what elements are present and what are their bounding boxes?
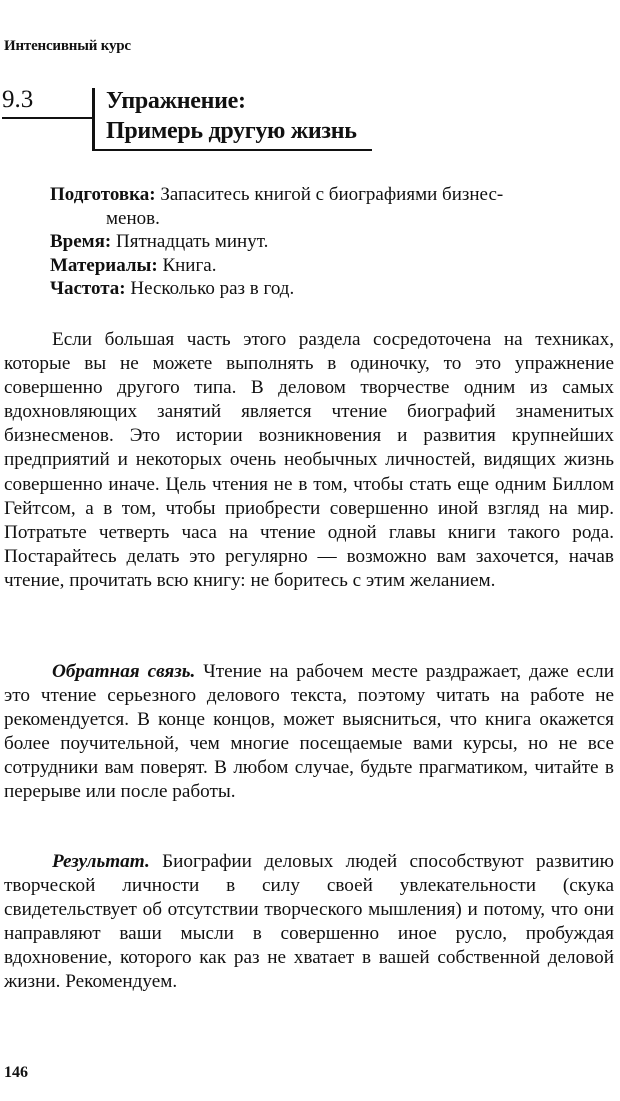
section-title-line-1: Упражнение: <box>106 88 246 114</box>
feedback-paragraph <box>4 660 614 805</box>
section-title <box>106 86 357 146</box>
meta-preparation-continued: менов. <box>106 207 160 229</box>
meta-preparation-value: Запаситесь книгой с биографиями бизнес- <box>160 184 504 205</box>
meta-time-value: Пятнадцать минут. <box>115 231 269 252</box>
meta-preparation-label: Подготовка: <box>50 184 156 205</box>
section-title-line-2: Примерь другую жизнь <box>106 118 357 144</box>
section-title-bottom-rule <box>92 149 372 151</box>
meta-frequency-label: Частота: <box>50 278 126 299</box>
meta-materials-value: Книга. <box>162 254 217 276</box>
section-number-rule <box>2 117 94 119</box>
feedback-lead: Обратная связь. <box>52 661 196 682</box>
page-number: 146 <box>4 1064 28 1081</box>
meta-time-label: Время: <box>50 231 112 252</box>
meta-time <box>50 230 610 254</box>
result-lead: Результат. <box>52 851 150 872</box>
meta-materials <box>50 254 610 278</box>
meta-frequency-value: Несколько раз в год. <box>130 278 295 299</box>
meta-frequency <box>50 277 610 301</box>
feedback-text: Чтение на рабочем месте раздражает, даже если это чтение серьезного делового текста, поэтому читать на работе не рекомендуется. В конце концов, может выясниться, что книга окажется более поучительной, чем многие посещаемые вами курсы, но не все сотрудники вам поверят. В любом случае, будьте прагматиком, читайте в перерыве или после работы. <box>4 661 615 803</box>
section-number: 9.3 <box>2 86 34 113</box>
intro-paragraph: Если большая часть этого раздела сосредоточена на техниках, которые вы не можете выполнять в одиночку, то это упражнение совершенно другого типа. В деловом творчестве одним из самых вдохновляющих занятий является чтение биографий знаменитых бизнесменов. Это истории возникновения и развития крупнейших предприятий и некоторых очень необычных личностей, видящих жизнь совершенно иначе. Цель чтения не в том, чтобы стать еще одним Биллом Гейтсом, а в том, чтобы приобрести совершенно иной взгляд на мир. Потратьте четверть часа на чтение одной главы книги такого рода. Постарайтесь делать это регулярно — возможно вам захочется, начав чтение, прочитать всю книгу: не боритесь с этим желанием. <box>4 329 614 591</box>
result-text: Биографии деловых людей способствуют развитию творческой личности в силу своей увлекательности (скука свидетельствует об отсутствии творческого мышления) и потому, что они направляют ваши мысли в совершенно иное русло, пробуждая вдохновение, которого как раз не хватает в вашей собственной деловой жизни. Рекомендуем. <box>4 851 614 993</box>
section-title-vertical-rule <box>92 88 95 151</box>
result-paragraph <box>4 850 614 995</box>
running-head: Интенсивный курс <box>4 38 131 54</box>
exercise-meta <box>50 183 610 301</box>
meta-preparation <box>50 183 610 207</box>
meta-materials-label: Материалы: <box>50 254 158 276</box>
